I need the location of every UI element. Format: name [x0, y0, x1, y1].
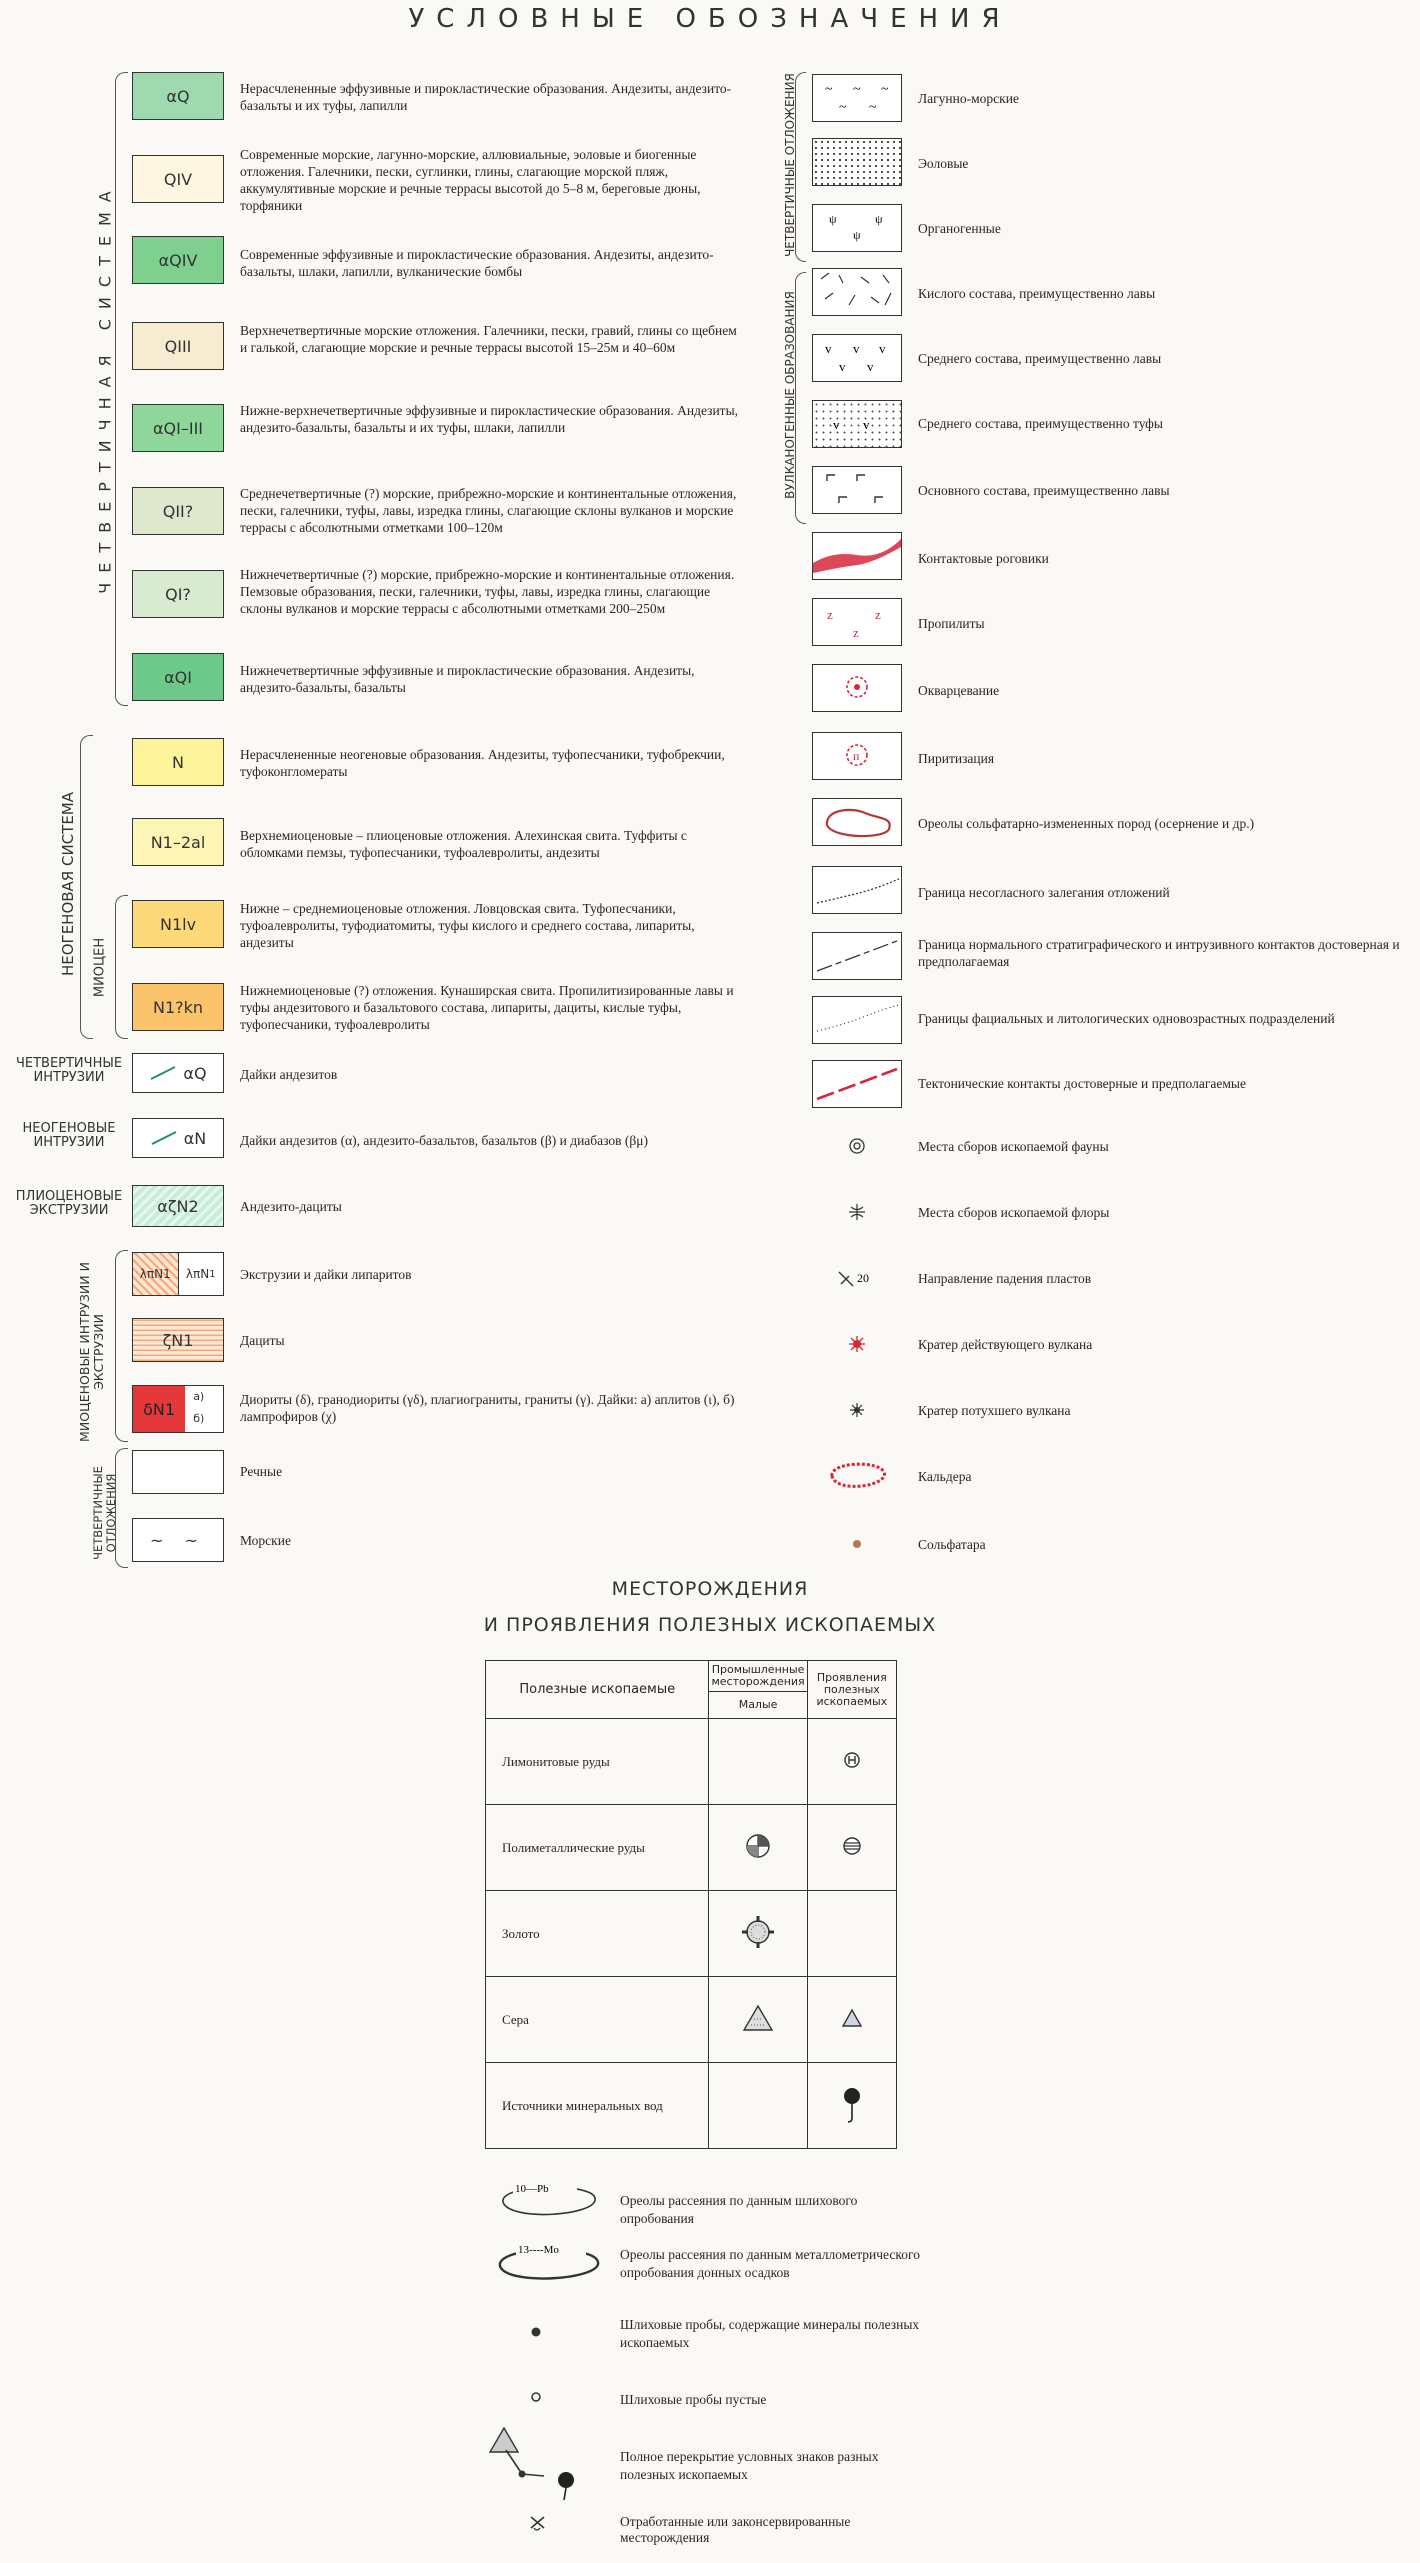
- swatch-17: [132, 1385, 224, 1433]
- rdesc-20: Кратер потухшего вулкана: [918, 1403, 1071, 1418]
- rdesc-8: Пропилиты: [918, 616, 985, 631]
- fauna-icon: [812, 1126, 902, 1166]
- svg-text:п: п: [853, 749, 860, 763]
- svg-text:z: z: [853, 625, 859, 640]
- group-label-volcanogenic: ВУЛКАНОГЕННЫЕ ОБРАЗОВАНИЯ: [783, 291, 797, 499]
- desc-8: Нерасчлененные неогеновые образования. Андезиты, туфопесчаники, туфобрекчии, туфоконгломераты: [240, 747, 725, 779]
- rdesc-10: Пиритизация: [918, 751, 995, 766]
- desc-14: Андезито-дациты: [240, 1199, 342, 1214]
- swatch-17a: δN1: [133, 1386, 185, 1432]
- rswatch-5: [812, 400, 902, 448]
- desc-11: Нижнемиоценовые (?) отложения. Кунаширская свита. Пропилитизированные лавы и туфы андезитового и базальтового состава, липариты, дациты, кислые туфы, туфопесчаники, туфоалевролиты: [240, 983, 734, 1032]
- rdesc-14: Границы фациальных и литологических одновозрастных подразделений: [918, 1011, 1335, 1026]
- page-title: УСЛОВНЫЕ ОБОЗНАЧЕНИЯ: [408, 4, 1012, 34]
- rdesc-17: Места сборов ископаемой флоры: [918, 1205, 1110, 1220]
- desc-19: Морские: [240, 1533, 291, 1548]
- rdesc-3: Кислого состава, преимущественно лавы: [918, 286, 1156, 301]
- rdesc-13: Граница нормального стратиграфического и интрузивного контактов достоверная и предполагаемая: [918, 937, 1400, 969]
- rswatch-10: [812, 732, 902, 780]
- rdesc-12: Граница несогласного залегания отложений: [918, 885, 1170, 900]
- rswatch-3: [812, 268, 902, 316]
- swatch-19: ~ ~: [132, 1518, 224, 1562]
- svg-text:v: v: [833, 417, 840, 432]
- desc-10: Нижне – среднемиоценовые отложения. Ловцовская свита. Туфопесчаники, туфоалевролиты, туфодиатомиты, туфы кислого и среднего состава, липариты, андезиты: [240, 901, 695, 950]
- svg-text:~: ~: [853, 82, 861, 97]
- active-crater-icon: [812, 1324, 902, 1364]
- bottom-desc-0: Ореолы рассеяния по данным шлихового опробования: [620, 2193, 858, 2226]
- minerals-title-2: И ПРОЯВЛЕНИЯ ПОЛЕЗНЫХ ИСКОПАЕМЫХ: [483, 1614, 937, 1636]
- rswatch-2: [812, 204, 902, 252]
- rswatch-9: [812, 664, 902, 712]
- rdesc-11: Ореолы сольфатарно-измененных пород (осернение и др.): [918, 816, 1255, 831]
- brace-neogene: [80, 735, 93, 1039]
- svg-text:v: v: [825, 341, 832, 356]
- svg-text:ψ: ψ: [829, 212, 837, 226]
- bottom-desc-2: Шлиховые пробы, содержащие минералы полезных ископаемых: [620, 2317, 920, 2350]
- desc-9: Верхнемиоценовые – плиоценовые отложения. Алехинская свита. Туффиты с обломками пемзы, туфопесчаники, туфоалевролиты, андезиты: [240, 828, 687, 860]
- rdesc-9: Окварцевание: [918, 683, 1000, 698]
- minerals-table: [485, 1660, 897, 2149]
- brace-miocene-intrusions: [115, 1250, 128, 1442]
- swatch-15: [132, 1252, 224, 1296]
- rswatch-0: [812, 74, 902, 122]
- col-small: Малые: [709, 1692, 807, 1719]
- worked-out-icon: [528, 2514, 548, 2537]
- rdesc-16: Места сборов ископаемой фауны: [918, 1139, 1109, 1154]
- rswatch-11: [812, 798, 902, 846]
- svg-text:ψ: ψ: [853, 228, 861, 242]
- desc-12: Дайки андезитов: [240, 1067, 338, 1082]
- bottom-desc-4: Полное перекрытие условных знаков разных полезных ископаемых: [620, 2449, 879, 2482]
- desc-18: Речные: [240, 1464, 283, 1479]
- brace-quaternary: [115, 72, 128, 706]
- col-occurrences: Проявления полезных ископаемых: [807, 1661, 896, 1719]
- bottom-desc-5: Отработанные или законсервированные месторождения: [620, 2514, 851, 2545]
- rswatch-1: [812, 138, 902, 186]
- rdesc-5: Среднего состава, преимущественно туфы: [918, 416, 1163, 431]
- dike-line-icon: [150, 1128, 180, 1148]
- svg-text:v: v: [853, 341, 860, 356]
- swatch-15a: λπN1: [133, 1253, 179, 1295]
- halo-metallo-icon: [492, 2238, 608, 2292]
- caldera-icon: [812, 1456, 902, 1496]
- polymetal-occurrence-icon: [841, 1835, 863, 1857]
- mineral-row-3: Сера: [486, 1977, 709, 2063]
- mineral-row-0: Лимонитовые руды: [486, 1719, 709, 1805]
- swatch-8: N: [132, 738, 224, 786]
- bottom-desc-3: Шлиховые пробы пустые: [620, 2392, 767, 2407]
- group-label-right-q: ЧЕТВЕРТИЧНЫЕ ОТЛОЖЕНИЯ: [783, 73, 797, 257]
- svg-text:z: z: [827, 607, 833, 622]
- swatch-18: [132, 1450, 224, 1494]
- sulfur-occurrence-icon: [841, 2008, 863, 2028]
- halo-metallo-label: 13----Mo: [518, 2244, 559, 2256]
- dip-icon: [812, 1258, 902, 1298]
- sulfur-deposit-icon: [741, 2003, 775, 2033]
- halo-schlich-label: 10—Pb: [515, 2183, 549, 2195]
- desc-7: Нижнечетвертичные эффузивные и пирокластические образования. Андезиты, андезито-базальты, базальты: [240, 663, 695, 695]
- schlich-filled-icon: [530, 2325, 542, 2343]
- group-label-pliocene: ПЛИОЦЕНОВЫЕ ЭКСТРУЗИИ: [15, 1189, 123, 1218]
- desc-13: Дайки андезитов (α), андезито-базальтов, базальтов (β) и диабазов (βμ): [240, 1133, 648, 1148]
- rswatch-6: [812, 466, 902, 514]
- swatch-7: αQI: [132, 653, 224, 701]
- swatch-3: QIII: [132, 322, 224, 370]
- desc-17: Диориты (δ), гранодиориты (γδ), плагиограниты, граниты (γ). Дайки: а) аплитов (ι), б) лампрофиров (χ): [240, 1392, 735, 1424]
- rswatch-8: [812, 598, 902, 646]
- rdesc-7: Контактовые роговики: [918, 551, 1049, 566]
- desc-2: Современные эффузивные и пирокластические образования. Андезиты, андезито-базальты, шлаки, лапилли, вулканические бомбы: [240, 247, 714, 279]
- swatch-15b: λπN 1: [179, 1253, 224, 1295]
- polymetal-deposit-icon: [743, 1831, 773, 1861]
- dike-line-icon: [149, 1063, 179, 1083]
- flora-icon: [812, 1192, 902, 1232]
- rswatch-13: [812, 932, 902, 980]
- swatch-11: N1?kn: [132, 983, 224, 1031]
- desc-15: Экструзии и дайки липаритов: [240, 1267, 412, 1282]
- mineral-water-icon: [841, 2082, 863, 2126]
- rdesc-2: Органогенные: [918, 221, 1001, 236]
- svg-text:~: ~: [839, 100, 847, 115]
- svg-text:v: v: [839, 359, 846, 374]
- rdesc-4: Среднего состава, преимущественно лавы: [918, 351, 1162, 366]
- swatch-14: αζN2: [132, 1185, 224, 1227]
- dip-value: 20: [857, 1271, 869, 1285]
- rdesc-6: Основного состава, преимущественно лавы: [918, 483, 1170, 498]
- group-label-miocene-intrusions: МИОЦЕНОВЫЕ ИНТРУЗИИ И ЭКСТРУЗИИ: [77, 1262, 106, 1442]
- swatch-13: αN: [132, 1118, 224, 1158]
- swatch-12: αQ: [132, 1053, 224, 1093]
- rdesc-1: Эоловые: [918, 156, 969, 171]
- svg-text:v: v: [879, 341, 886, 356]
- rswatch-12: [812, 866, 902, 914]
- group-label-quaternary: ЧЕТВЕРТИЧНАЯ СИСТЕМА: [95, 181, 115, 594]
- svg-text:v: v: [867, 359, 874, 374]
- overlap-icon: [486, 2424, 586, 2507]
- schlich-empty-icon: [530, 2390, 542, 2408]
- swatch-2: αQIV: [132, 236, 224, 284]
- desc-16: Дациты: [240, 1333, 285, 1348]
- limonite-icon: [842, 1750, 862, 1770]
- swatch-17b: а) б): [185, 1386, 223, 1432]
- svg-text:v: v: [863, 417, 870, 432]
- swatch-16: ζN1: [132, 1318, 224, 1362]
- col-minerals: Полезные ископаемые: [486, 1661, 709, 1719]
- rswatch-7: [812, 532, 902, 580]
- rdesc-15: Тектонические контакты достоверные и предполагаемые: [918, 1076, 1246, 1091]
- swatch-5: QII?: [132, 487, 224, 535]
- group-label-q-deposits: ЧЕТВЕРТИЧНЫЕ ОТЛОЖЕНИЯ: [91, 1466, 118, 1560]
- svg-text:~: ~: [825, 82, 833, 97]
- rswatch-14: [812, 996, 902, 1044]
- svg-text:~: ~: [869, 100, 877, 115]
- desc-5: Среднечетвертичные (?) морские, прибрежно-морские и континентальные отложения, пески, галечники, туфы, лавы, изредка глины, слагающие склоны вулканов и морские террасы с абсолютными отметками 100–120м: [240, 486, 737, 535]
- group-label-miocene: МИОЦЕН: [92, 937, 108, 998]
- mineral-row-1: Полиметаллические руды: [486, 1805, 709, 1891]
- desc-3: Верхнечетвертичные морские отложения. Галечники, пески, гравий, глины со щебнем и галькой, слагающие морские и речные террасы высотой 15–25м и 40–60м: [240, 323, 737, 355]
- swatch-0: αQ: [132, 72, 224, 120]
- group-label-n-intrusions: НЕОГЕНОВЫЕ ИНТРУЗИИ: [22, 1121, 116, 1150]
- group-label-q-intrusions: ЧЕТВЕРТИЧНЫЕ ИНТРУЗИИ: [15, 1056, 123, 1085]
- rswatch-15: [812, 1060, 902, 1108]
- swatch-10: N1lv: [132, 900, 224, 948]
- desc-1: Современные морские, лагунно-морские, аллювиальные, эоловые и биогенные отложения. Галечники, пески, суглинки, глины, слагающие морской пляж, аккумулятивные морские и речные террасы высотой до 5–8 м, береговые дюны, торфяники: [240, 147, 701, 213]
- swatch-4: αQI–III: [132, 404, 224, 452]
- rdesc-0: Лагунно-морские: [918, 91, 1019, 106]
- mineral-row-2: Золото: [486, 1891, 709, 1977]
- brace-miocene: [115, 895, 128, 1039]
- gold-deposit-icon: [740, 1914, 776, 1950]
- minerals-title-1: МЕСТОРОЖДЕНИЯ: [611, 1578, 809, 1600]
- swatch-9: N1–2al: [132, 818, 224, 866]
- halo-schlich-icon: [495, 2178, 605, 2228]
- rdesc-18: Направление падения пластов: [918, 1271, 1092, 1286]
- rdesc-22: Сольфатара: [918, 1537, 986, 1552]
- bottom-desc-1: Ореолы рассеяния по данным металлометрического опробования донных осадков: [620, 2247, 920, 2280]
- group-label-neogene: НЕОГЕНОВАЯ СИСТЕМА: [59, 791, 77, 977]
- desc-0: Нерасчлененные эффузивные и пирокластические образования. Андезиты, андезито-базальты и их туфы, лапилли: [240, 81, 732, 113]
- svg-text:z: z: [875, 607, 881, 622]
- extinct-crater-icon: [812, 1390, 902, 1430]
- desc-6: Нижнечетвертичные (?) морские, прибрежно-морские и континентальные отложения. Пемзовые образования, пески, галечники, туфы, лавы, изредка глины, слагающие склоны вулканов и морские террасы с абсолютными отметками 200–250м: [240, 567, 735, 616]
- swatch-1: QIV: [132, 155, 224, 203]
- rdesc-21: Кальдера: [918, 1469, 972, 1484]
- svg-text:~: ~: [881, 82, 889, 97]
- svg-text:ψ: ψ: [875, 212, 883, 226]
- solfatara-icon: [812, 1524, 902, 1564]
- mineral-row-4: Источники минеральных вод: [486, 2063, 709, 2149]
- rdesc-19: Кратер действующего вулкана: [918, 1337, 1093, 1352]
- swatch-6: QI?: [132, 570, 224, 618]
- col-deposits: Промышленные месторождения: [709, 1661, 807, 1692]
- desc-4: Нижне-верхнечетвертичные эффузивные и пирокластические образования. Андезиты, андезито-базальты, базальты и их туфы, шлаки, лапилли: [240, 403, 739, 435]
- rswatch-4: [812, 334, 902, 382]
